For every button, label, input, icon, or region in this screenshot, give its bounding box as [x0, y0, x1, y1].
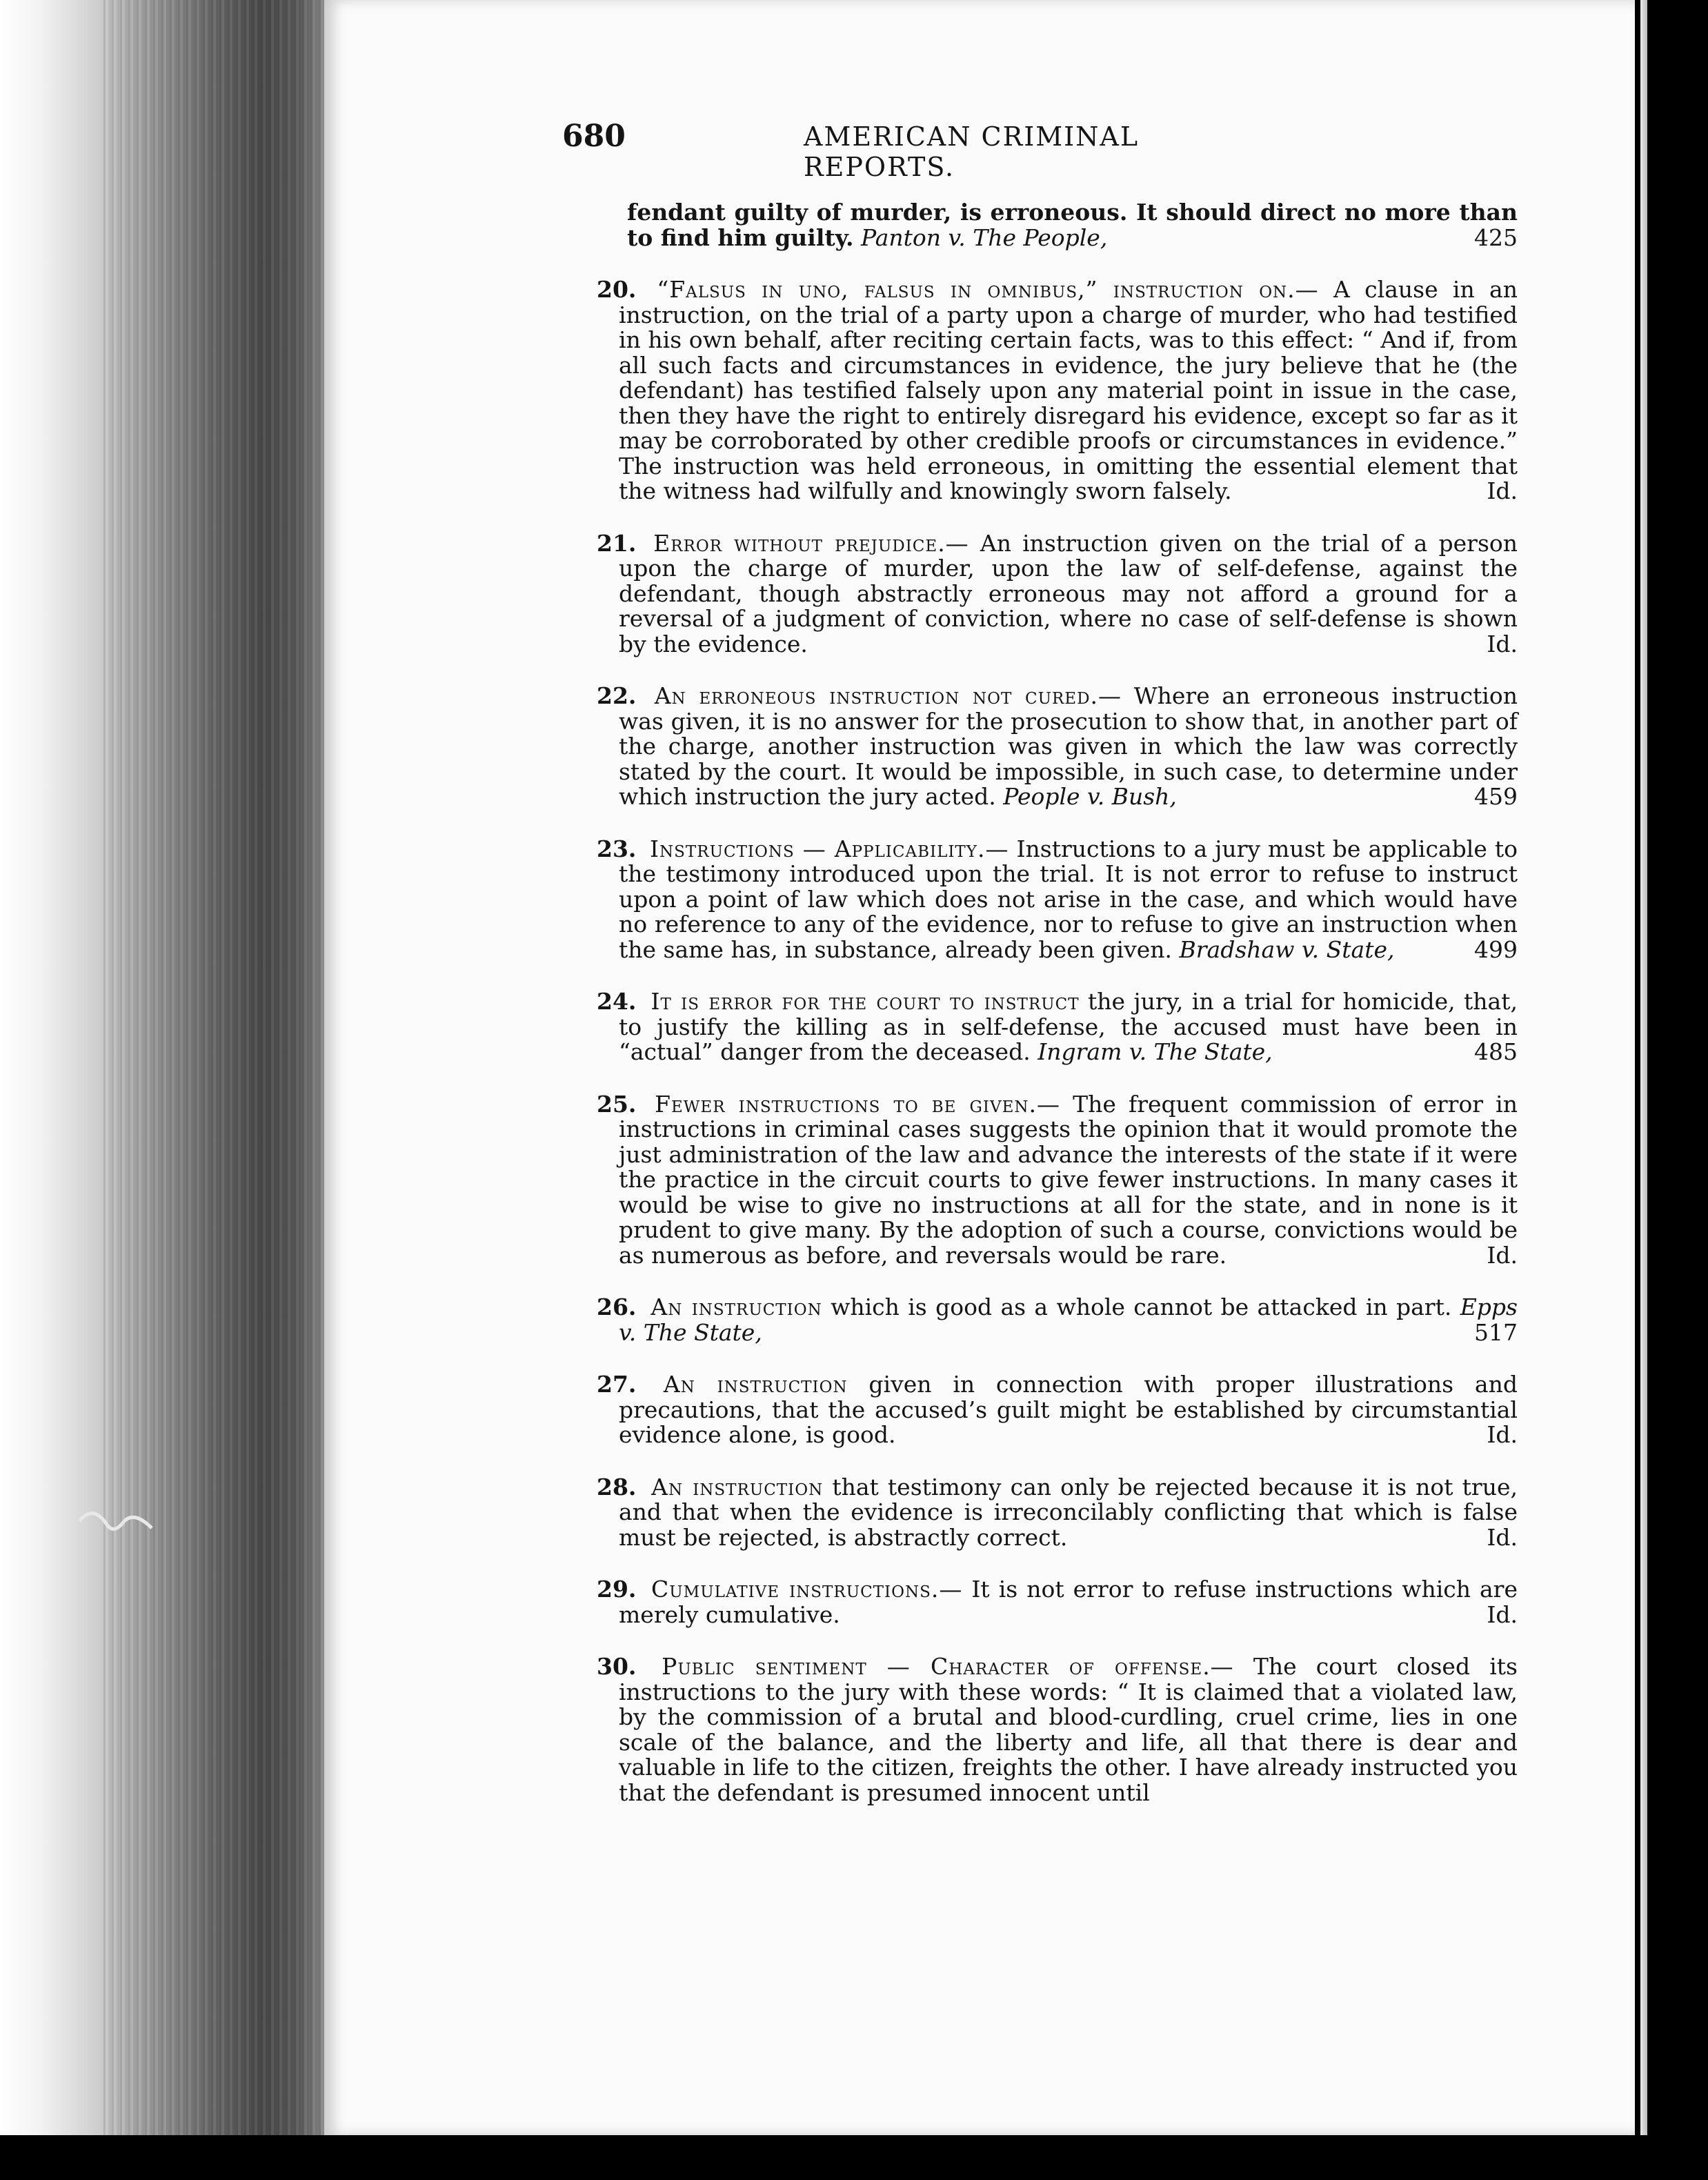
- entry-heading: An instruction: [663, 1371, 848, 1398]
- case-citation: Bradshaw v. State,: [1179, 935, 1395, 963]
- pencil-mark-icon: [76, 1490, 159, 1545]
- entry-text: It is not error to refuse instructions which are merely cumulative.: [619, 1576, 1518, 1628]
- headnote-entry: [597, 837, 1518, 963]
- headnote-entry: [597, 1092, 1518, 1269]
- entry-number: 29.: [597, 1576, 637, 1603]
- entry-heading: Public sentiment — Character of offense.—: [662, 1653, 1234, 1680]
- book-spine: [0, 0, 324, 2180]
- case-citation: Ingram v. The State,: [1037, 1038, 1273, 1065]
- headnote-entry: [597, 1475, 1518, 1551]
- entry-text: given in connection with proper illustrations and precautions, that the accused’s guilt might be established by circumstantial evidence alone, is good.: [619, 1371, 1518, 1448]
- spine-texture: [103, 0, 324, 2180]
- headnote-entry: [597, 1577, 1518, 1627]
- page-reference: Id.: [1487, 1241, 1518, 1269]
- entry-number: 22.: [597, 682, 637, 709]
- page-reference: 485: [1474, 1038, 1518, 1065]
- entry-number: 24.: [597, 988, 637, 1015]
- entry-text: A clause in an instruction, on the trial of a party upon a charge of murder, who had testified in his own behalf, after reciting certain facts, was to this effect: “ And if, from all such facts and circumstances in evidence, the jury believe that he (the defendant) has testified falsely upon any material point in issue in the case, then they have the right to entirely disregard his evidence, except so far as it may be corroborated by other credible proofs or circumstances in evidence.” The instruction was held erroneous, in omitting the essential element that the witness had wilfully and knowingly sworn falsely.: [619, 276, 1518, 504]
- entry-text: the jury, in a trial for homicide, that, to justify the killing as in self-defense, the accused must have been in “actual” danger from the deceased.: [619, 988, 1518, 1065]
- headnote-entry: [597, 1654, 1518, 1805]
- case-citation: People v. Bush,: [1003, 783, 1177, 810]
- headnote-entry: [597, 989, 1518, 1065]
- headnote-entry: [597, 1295, 1518, 1345]
- page-reference: Id.: [1487, 1421, 1518, 1448]
- headnote-entry: [597, 277, 1518, 504]
- entry-heading: Cumulative instructions.—: [651, 1576, 963, 1603]
- entry-number: 20.: [597, 276, 637, 303]
- entry-heading: Fewer instructions to be given.—: [655, 1090, 1061, 1118]
- entry-heading: An erroneous instruction not cured.—: [654, 682, 1122, 709]
- page-reference: 459: [1474, 783, 1518, 810]
- case-citation: Panton v. The People,: [861, 224, 1108, 251]
- right-page-strip: [1640, 0, 1647, 2139]
- entry-heading: An instruction: [651, 1473, 824, 1500]
- page-reference: 499: [1474, 935, 1518, 963]
- entry-number: 30.: [597, 1653, 637, 1680]
- entry-number: 25.: [597, 1090, 637, 1118]
- headnote-entry: [597, 1372, 1518, 1448]
- entry-heading: Instructions — Applicability.—: [650, 835, 1009, 862]
- entry-text: The frequent commission of error in instructions in criminal cases suggests the opinion that it would promote the just administration of the law and advance the interests of the state if it were the practice in the circuit courts to give fewer instructions. In many cases it would be wise to give no instructions at all for the state, and in none is it prudent to give many. By the adoption of such a course, convictions would be as numerous as before, and reversals would be rare.: [619, 1090, 1518, 1269]
- entry-number: 21.: [597, 529, 637, 557]
- entry-text: Where an erroneous instruction was given, it is no answer for the prosecution to show that, in another part of the charge, another instruction was given in which the law was correctly stated by the court. It would be impossible, in such case, to determine under which instruction the jury acted.: [619, 682, 1518, 810]
- page-reference: Id.: [1487, 1523, 1518, 1551]
- headnote-entry: [597, 531, 1518, 657]
- entry-text: that testimony can only be rejected because it is not true, and that when the evidence is irreconcilably conflicting that which is false must be rejected, is abstractly correct.: [619, 1473, 1518, 1551]
- bottom-border: [0, 2135, 1708, 2180]
- entry-heading: Error without prejudice.—: [653, 529, 969, 557]
- page-reference: Id.: [1487, 630, 1518, 657]
- entry-heading: An instruction: [651, 1294, 822, 1320]
- page-number: 680: [562, 119, 626, 154]
- entry-heading: “Falsus in uno, falsus in omnibus,” instruction on.—: [657, 276, 1319, 303]
- running-head: AMERICAN CRIMINAL REPORTS.: [804, 121, 1140, 182]
- entry-number: 23.: [597, 835, 637, 862]
- entry-heading: It is error for the court to instruct: [651, 988, 1080, 1015]
- page-content: [597, 200, 1518, 1832]
- page-reference: Id.: [1487, 1601, 1518, 1628]
- page-reference: Id.: [1487, 477, 1518, 504]
- entry-text: An instruction given on the trial of a person upon the charge of murder, upon the law of self-defense, against the defendant, though abstractly erroneous may not afford a ground for a reversal of a judgment of conviction, where no case of self-defense is shown by the evidence.: [619, 529, 1518, 657]
- page-reference: 425: [1474, 224, 1518, 251]
- continuation-paragraph: [597, 200, 1518, 250]
- entry-text: The court closed its instructions to the jury with these words: “ It is claimed that a violated law, by the commission of a brutal and blood-curdling, cruel crime, lies in one scale of the balance, and the liberty and life, all that there is dear and valuable in life to the citizen, freights the other. I have already instructed you that the defendant is presumed innocent until: [619, 1653, 1518, 1806]
- entry-number: 26.: [597, 1294, 637, 1320]
- entry-text: Instructions to a jury must be applicable to the testimony introduced upon the trial. It is not error to refuse to instruct upon a point of law which does not arise in the case, and which would have no reference to any of the evidence, nor to refuse to give an instruction when the same has, in substance, already been given.: [619, 835, 1518, 963]
- continuation-text: fendant guilty of murder, is erroneous. It should direct no more than to find him guilty.: [627, 199, 1518, 251]
- case-citation: Epps v. The State,: [619, 1294, 1518, 1346]
- entry-number: 28.: [597, 1473, 637, 1500]
- page-header: [562, 119, 1293, 182]
- headnote-entry: [597, 684, 1518, 810]
- page-reference: 517: [1474, 1318, 1518, 1346]
- entry-number: 27.: [597, 1371, 637, 1398]
- entry-text: which is good as a whole cannot be attacked in part.: [831, 1294, 1452, 1320]
